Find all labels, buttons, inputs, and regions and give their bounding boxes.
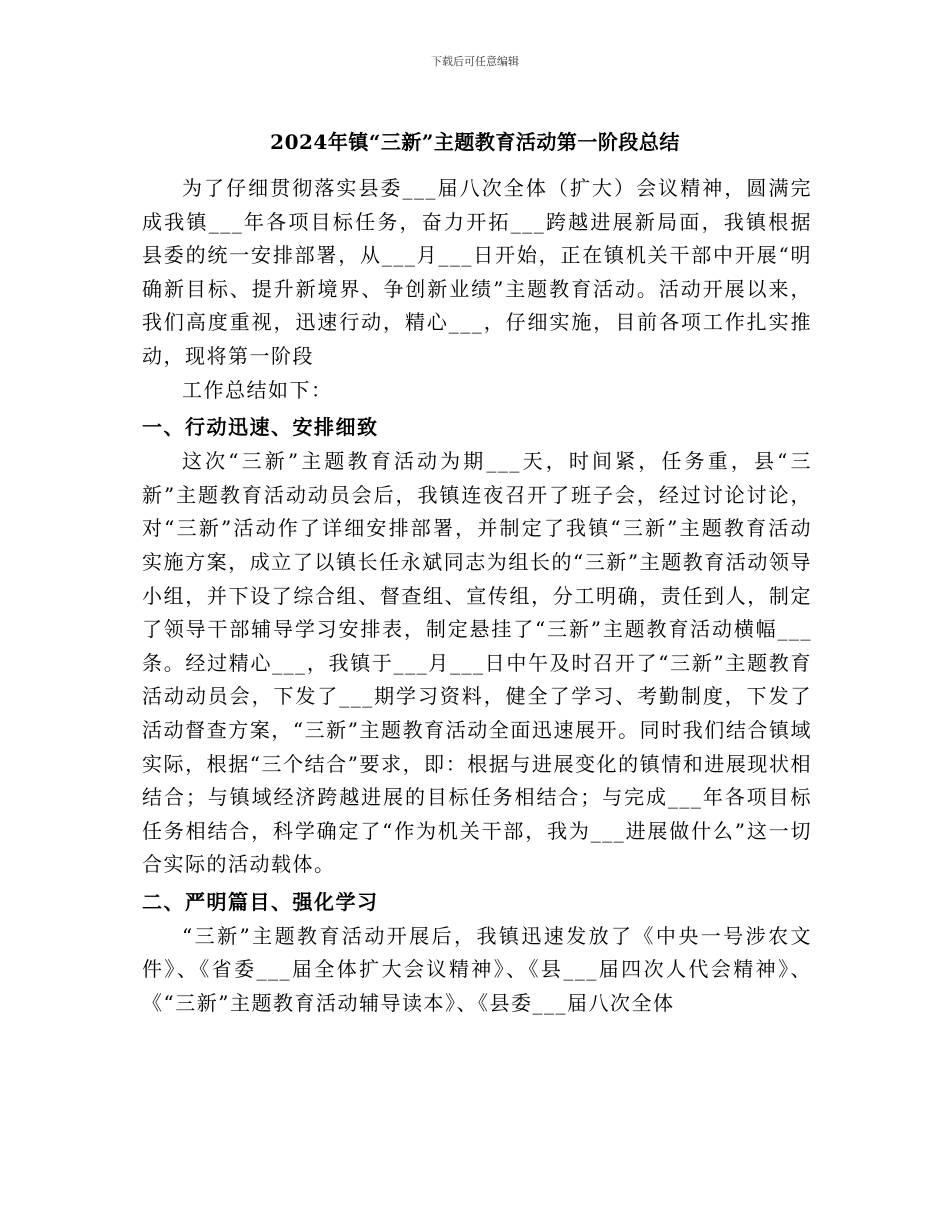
intro-paragraph: 为了仔细贯彻落实县委___届八次全体（扩大）会议精神，圆满完成我镇___年各项目标任务，奋力开拓___跨越进展新局面，我镇根据县委的统一安排部署，从___月___日开始，正在镇机关干部中开展“明确新目标、提升新境界、争创新业绩”主题教育活动。活动开展以来，我们高度重视，迅速行动，精心___，仔细实施，目前各项工作扎实推动，现将第一阶段 (142, 176, 812, 368)
section-2-paragraph: “三新”主题教育活动开展后，我镇迅速发放了《中央一号涉农文件》、《省委___届全体扩大会议精神》、《县___届四次人代会精神》、《“三新”主题教育活动辅导读本》、《县委___届八次全体 (142, 923, 812, 1016)
document-title: 2024年镇“三新”主题教育活动第一阶段总结 (270, 130, 680, 154)
section-2-heading: 二、严明篇目、强化学习 (142, 889, 379, 914)
document-body (142, 172, 812, 1021)
page-header-note: 下载后可任意编辑 (431, 55, 519, 68)
section-1-heading: 一、行动迅速、安排细致 (142, 415, 379, 440)
intro-continuation: 工作总结如下： (182, 377, 333, 402)
section-1-paragraph: 这次“三新”主题教育活动为期___天，时间紧，任务重，县“三新”主题教育活动动员会后，我镇连夜召开了班子会，经过讨论讨论，对“三新”活动作了详细安排部署，并制定了我镇“三新”主题教育活动实施方案，成立了以镇长任永斌同志为组长的“三新”主题教育活动领导小组，并下设了综合组、督查组、宣传组，分工明确，责任到人，制定了领导干部辅导学习安排表，制定悬挂了“三新”主题教育活动横幅___条。经过精心___，我镇于___月___日中午及时召开了“三新”主题教育活动动员会，下发了___期学习资料，健全了学习、考勤制度，下发了活动督查方案，“三新”主题教育活动全面迅速展开。同时我们结合镇域实际，根据“三个结合”要求，即：根据与进展变化的镇情和进展现状相结合；与镇域经济跨越进展的目标任务相结合；与完成___年各项目标任务相结合，科学确定了“作为机关干部，我为___进展做什么”这一切合实际的活动载体。 (142, 449, 812, 877)
